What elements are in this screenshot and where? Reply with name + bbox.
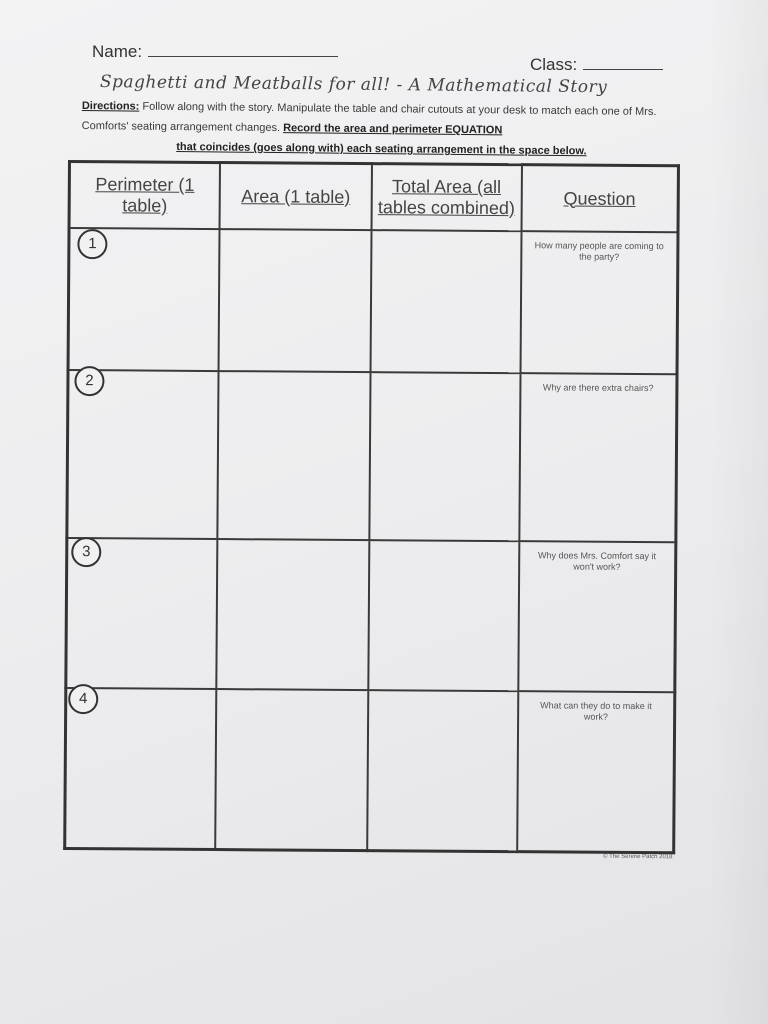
page-shadow <box>708 0 768 1024</box>
question-cell <box>517 691 675 852</box>
table-row <box>65 688 675 852</box>
col-header-perimeter: Perimeter (1 table) <box>69 162 220 230</box>
copyright-note: © The Serene Patch 2018 <box>603 853 673 861</box>
question-cell <box>519 373 677 542</box>
worksheet-table-wrap <box>63 160 688 864</box>
name-label: Name: <box>92 42 143 61</box>
col-header-total-area: Total Area (all tables combined) <box>371 164 521 232</box>
directions-text: Follow along with the story. Manipulate the table and chair cutouts at your desk to match each one of Mrs. Comforts' seating arrangement changes. <box>81 100 657 135</box>
area-cell[interactable] <box>219 229 372 372</box>
table-row <box>68 228 678 374</box>
directions-label: Directions: <box>81 99 140 113</box>
question-text: Why are there extra chairs? <box>542 382 654 394</box>
name-field <box>92 40 338 62</box>
total-area-cell[interactable] <box>370 230 521 373</box>
total-area-cell[interactable] <box>367 690 518 851</box>
question-cell <box>520 231 678 374</box>
table-row <box>66 538 676 692</box>
col-header-question: Question <box>521 165 678 233</box>
directions-emphasis-1: Record the area and perimeter EQUATION <box>283 122 503 137</box>
question-text: What can they do to make it work? <box>540 700 652 723</box>
area-cell[interactable] <box>215 689 368 850</box>
name-blank-line[interactable] <box>148 40 338 57</box>
question-text: How many people are coming to the party? <box>534 240 664 262</box>
directions <box>81 96 682 162</box>
question-text: Why does Mrs. Comfort say it won't work? <box>537 550 657 573</box>
total-area-cell[interactable] <box>368 540 519 691</box>
area-cell[interactable] <box>218 371 371 540</box>
col-header-area: Area (1 table) <box>220 163 372 231</box>
table-row <box>67 370 677 543</box>
worksheet-table <box>63 160 680 854</box>
row-number-badge: 1 <box>77 229 107 259</box>
total-area-cell[interactable] <box>369 372 520 541</box>
table-header-row <box>69 162 678 233</box>
class-label: Class: <box>530 55 578 74</box>
class-blank-line[interactable] <box>583 55 663 70</box>
area-cell[interactable] <box>216 539 369 690</box>
row-number-badge: 2 <box>74 366 104 396</box>
row-number-badge: 3 <box>71 537 101 567</box>
row-number-badge: 4 <box>68 684 98 714</box>
class-field <box>530 55 663 75</box>
worksheet-title: Spaghetti and Meatballs for all! - A Mathematical Story <box>99 72 608 98</box>
directions-emphasis-2: that coincides (goes along with) each seating arrangement in the space below. <box>176 140 587 158</box>
question-cell <box>518 541 676 692</box>
